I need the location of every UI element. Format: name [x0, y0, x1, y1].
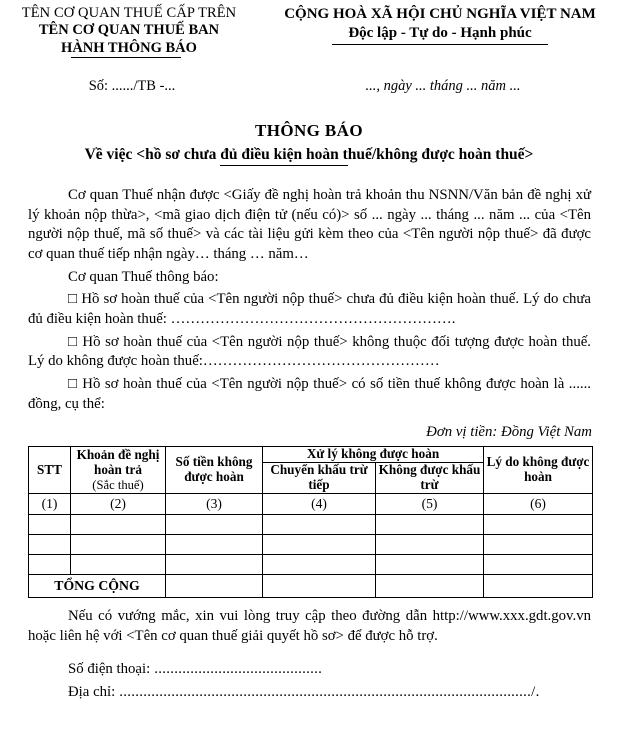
- col-num-6: (6): [484, 493, 593, 514]
- col-num-5: (5): [376, 493, 484, 514]
- cell-stt[interactable]: [29, 534, 71, 554]
- document-date: ..., ngày ... tháng ... năm ...: [365, 78, 521, 95]
- table-row[interactable]: [29, 514, 593, 534]
- phone-value[interactable]: ..........................................: [150, 661, 323, 678]
- table-total-row: [29, 574, 593, 597]
- document-body: [0, 186, 618, 414]
- cell-stt[interactable]: [29, 514, 71, 534]
- issuing-authority-line2: HÀNH THÔNG BÁO: [61, 40, 197, 57]
- cell-refund-item[interactable]: [71, 554, 166, 574]
- support-note: [0, 607, 618, 646]
- issuing-authority-block: [0, 5, 258, 58]
- national-motto: Độc lập - Tự do - Hạnh phúc: [348, 25, 532, 41]
- cell-amount[interactable]: [166, 534, 263, 554]
- checkbox-icon-3[interactable]: □: [68, 376, 78, 393]
- col-header-refund-item: [71, 447, 166, 493]
- col-header-refund-item-label: Khoản đề nghị hoàn trả: [76, 447, 160, 478]
- issuing-authority-line1: TÊN CƠ QUAN THUẾ BAN: [38, 22, 220, 39]
- checkbox-icon-1[interactable]: □: [68, 291, 78, 308]
- intro-paragraph: Cơ quan Thuế nhận được <Giấy đề nghị hoàn trả khoản thu NSNN/Văn bản đề nghị xử lý khoản nộp thừa>, <mã giao dịch điện tử (nếu có)> số ... ngày ... tháng ... năm ... của <Tên người nộp thuế, mã số thuế> và các tài liệu gửi kèm theo của <Tên người nộp thuế> đã được cơ quan thuế tiếp nhận ngày… tháng … năm…: [28, 187, 591, 263]
- page-title: THÔNG BÁO: [255, 121, 363, 141]
- refund-detail-table: [28, 446, 593, 597]
- cell-reason[interactable]: [484, 534, 593, 554]
- republic-name: CỘNG HOÀ XÃ HỘI CHỦ NGHĨA VIỆT NAM: [284, 6, 596, 22]
- cell-stt[interactable]: [29, 554, 71, 574]
- table-row[interactable]: [29, 534, 593, 554]
- col-num-4: (4): [263, 493, 376, 514]
- cell-no-deduction[interactable]: [376, 534, 484, 554]
- table-body: [29, 493, 593, 597]
- cell-amount[interactable]: [166, 554, 263, 574]
- cell-carry-forward[interactable]: [263, 534, 376, 554]
- announcement-lead: Cơ quan Thuế thông báo:: [68, 268, 219, 285]
- option-row-1: [28, 290, 591, 329]
- address-label: Địa chỉ:: [68, 684, 116, 701]
- superior-authority-label: TÊN CƠ QUAN THUẾ CẤP TRÊN: [21, 5, 237, 21]
- phone-row: [28, 658, 591, 681]
- table-head: [29, 447, 593, 493]
- option-3-text: Hồ sơ hoàn thuế của <Tên người nộp thuế> có số tiền thuế không được hoàn là ...... đồng, cụ thể:: [28, 376, 592, 412]
- col-num-2: (2): [71, 493, 166, 514]
- cell-refund-item[interactable]: [71, 534, 166, 554]
- total-reason[interactable]: [484, 574, 593, 597]
- table-column-number-row: [29, 493, 593, 514]
- cell-refund-item[interactable]: [71, 514, 166, 534]
- option-row-3: [28, 375, 591, 414]
- col-num-3: (3): [166, 493, 263, 514]
- col-header-amount-not-refunded: Số tiền không được hoàn: [166, 447, 263, 493]
- col-header-handling-group: Xử lý không được hoàn: [263, 447, 484, 463]
- col-header-stt: STT: [29, 447, 71, 493]
- cell-no-deduction[interactable]: [376, 514, 484, 534]
- total-carry-forward[interactable]: [263, 574, 376, 597]
- col-header-carry-forward: Chuyển khấu trừ tiếp: [263, 463, 376, 494]
- cell-carry-forward[interactable]: [263, 514, 376, 534]
- cell-no-deduction[interactable]: [376, 554, 484, 574]
- national-motto-block: [258, 5, 618, 58]
- checkbox-icon-2[interactable]: □: [68, 333, 78, 350]
- phone-label: Số điện thoại:: [68, 661, 151, 678]
- document-number: Số: ....../TB -...: [88, 78, 176, 95]
- option-row-2: [28, 333, 591, 372]
- support-text: Nếu có vướng mắc, xin vui lòng truy cập theo đường dẫn http://www.xxx.gdt.gov.vn hoặc liên hệ với <Tên cơ quan thuế giải quyết hồ sơ> để được hỗ trợ.: [28, 607, 591, 644]
- total-label: TỔNG CỘNG: [29, 574, 166, 597]
- contact-block: [0, 658, 618, 704]
- address-value[interactable]: ......................................................................................................./.: [115, 684, 540, 701]
- option-1-text: Hồ sơ hoàn thuế của <Tên người nộp thuế> chưa đủ điều kiện hoàn thuế. Lý do chưa đủ điều kiện hoàn thuế: ………………………………………………….: [28, 291, 591, 328]
- cell-carry-forward[interactable]: [263, 554, 376, 574]
- cell-reason[interactable]: [484, 554, 593, 574]
- cell-reason[interactable]: [484, 514, 593, 534]
- table-header-row-1: [29, 447, 593, 463]
- option-2-text: Hồ sơ hoàn thuế của <Tên người nộp thuế> không thuộc đối tượng được hoàn thuế. Lý do không được hoàn thuế:…………………………………………: [28, 333, 592, 370]
- title-block: [0, 121, 618, 164]
- cell-amount[interactable]: [166, 514, 263, 534]
- address-row: [28, 681, 591, 704]
- col-header-refund-item-note: (Sắc thuế): [92, 477, 144, 492]
- col-num-1: (1): [29, 493, 71, 514]
- col-header-reason: Lý do không được hoàn: [484, 447, 593, 493]
- currency-unit-note: Đơn vị tiền: Đồng Việt Nam: [426, 424, 592, 441]
- document-meta-row: [0, 78, 618, 95]
- total-amount[interactable]: [166, 574, 263, 597]
- refund-table-wrapper: [0, 446, 618, 597]
- document-subject: Về việc <hồ sơ chưa đủ điều kiện hoàn thuế/không được hoàn thuế>: [84, 146, 534, 164]
- col-header-no-deduction: Không được khấu trừ: [376, 463, 484, 494]
- total-no-deduction[interactable]: [376, 574, 484, 597]
- table-row[interactable]: [29, 554, 593, 574]
- document-header: [0, 0, 618, 58]
